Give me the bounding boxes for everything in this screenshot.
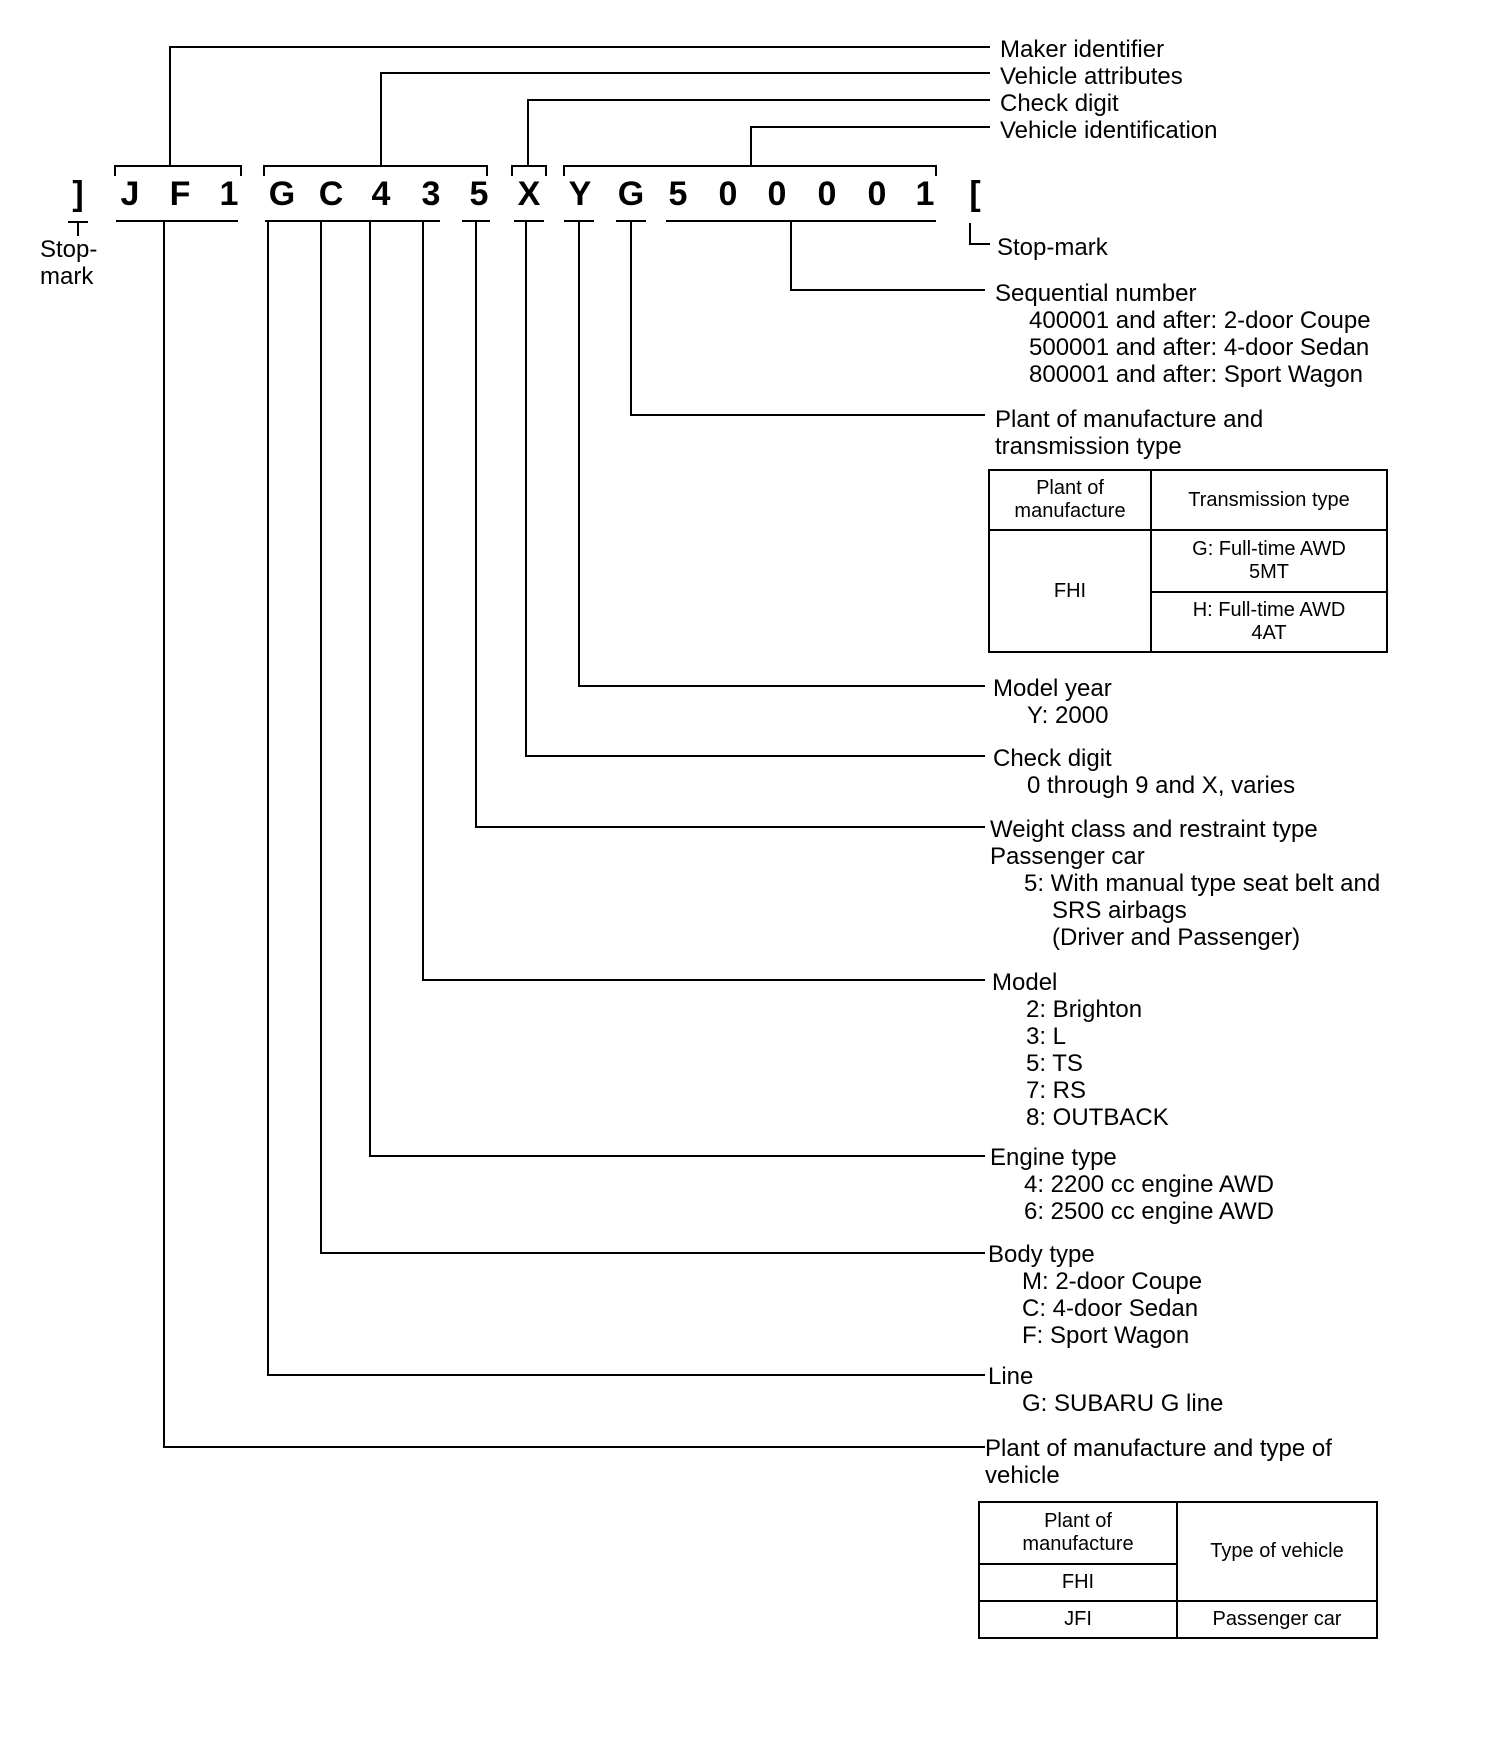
plant-trans-title bbox=[995, 406, 1263, 460]
th-plant-of-manufacture bbox=[979, 1502, 1177, 1564]
plant-vehicle-title bbox=[985, 1435, 1332, 1489]
vin-char: 1 bbox=[915, 175, 935, 213]
weight-title: Weight class and restraint type bbox=[990, 816, 1318, 843]
leader-sequential bbox=[791, 221, 985, 290]
label-vehicle-attributes: Vehicle attributes bbox=[1000, 63, 1183, 90]
vin-char: J bbox=[120, 175, 140, 213]
check-digit-title: Check digit bbox=[993, 745, 1112, 772]
engine-block bbox=[990, 1144, 1274, 1225]
sequential-item: 800001 and after: Sport Wagon bbox=[1029, 361, 1364, 388]
vin-char: C bbox=[318, 175, 344, 213]
label-maker-identifier: Maker identifier bbox=[1000, 36, 1165, 63]
check-digit-block bbox=[993, 745, 1295, 799]
engine-item: 4: 2200 cc engine AWD bbox=[1024, 1171, 1274, 1198]
model-item: 5: TS bbox=[1026, 1050, 1083, 1077]
weight-block bbox=[990, 816, 1380, 951]
vin-char: 0 bbox=[718, 175, 738, 213]
leader-plant-vehicle bbox=[164, 221, 985, 1447]
cell-text: 4AT bbox=[1251, 622, 1287, 644]
transmission-table bbox=[988, 469, 1388, 653]
leader-vehicle-id bbox=[751, 127, 990, 166]
leader-weight bbox=[476, 221, 985, 827]
label-check-digit-top: Check digit bbox=[1000, 90, 1119, 117]
th-text: Plant of bbox=[1044, 1510, 1112, 1532]
vin-char-stop-left: ] bbox=[72, 175, 84, 213]
cell-text: H: Full-time AWD bbox=[1192, 599, 1346, 621]
th-transmission-type: Transmission type bbox=[1151, 470, 1387, 530]
stop-mark-left-tee bbox=[68, 222, 88, 236]
stop-mark-left-label-2: mark bbox=[40, 263, 94, 290]
vin-char: 0 bbox=[817, 175, 837, 213]
th-text: manufacture bbox=[1022, 1533, 1134, 1555]
vin-char: 4 bbox=[371, 175, 391, 213]
cell-text: G: Full-time AWD bbox=[1192, 538, 1346, 560]
leader-attributes bbox=[381, 73, 990, 166]
vin-char: 0 bbox=[867, 175, 887, 213]
plant-vehicle-title-line: vehicle bbox=[985, 1462, 1060, 1489]
line-item: G: SUBARU G line bbox=[1022, 1390, 1224, 1417]
leader-plant-trans bbox=[631, 221, 985, 415]
engine-item: 6: 2500 cc engine AWD bbox=[1024, 1198, 1274, 1225]
leader-engine bbox=[370, 221, 985, 1156]
engine-title: Engine type bbox=[990, 1144, 1117, 1171]
body-title: Body type bbox=[988, 1241, 1095, 1268]
leader-body bbox=[321, 221, 985, 1253]
leader-maker bbox=[170, 47, 990, 166]
stop-mark-left-label-1: Stop- bbox=[40, 236, 98, 263]
body-item: C: 4-door Sedan bbox=[1022, 1295, 1199, 1322]
vin-char: G bbox=[617, 175, 645, 213]
model-item: 8: OUTBACK bbox=[1026, 1104, 1169, 1131]
leader-model bbox=[423, 221, 985, 980]
vin-char: 3 bbox=[421, 175, 441, 213]
line-block bbox=[988, 1363, 1223, 1417]
stop-mark-right-corner bbox=[970, 223, 990, 244]
th-plant-of-manufacture bbox=[989, 470, 1151, 530]
plant-trans-title-line: Plant of manufacture and bbox=[995, 406, 1264, 433]
leader-line bbox=[268, 221, 985, 1375]
vin-char-stop-right: [ bbox=[969, 175, 981, 213]
model-item: 2: Brighton bbox=[1026, 996, 1143, 1023]
cell-text: 5MT bbox=[1249, 561, 1289, 583]
sequential-title: Sequential number bbox=[995, 280, 1197, 307]
weight-item: (Driver and Passenger) bbox=[1052, 924, 1301, 951]
model-title: Model bbox=[992, 969, 1058, 996]
th-type-of-vehicle: Type of vehicle bbox=[1177, 1502, 1377, 1601]
cell-transmission-h bbox=[1151, 592, 1387, 652]
line-title: Line bbox=[988, 1363, 1034, 1390]
model-block bbox=[992, 969, 1169, 1131]
stop-mark-right-label: Stop-mark bbox=[997, 234, 1108, 261]
vehicle-type-table bbox=[978, 1501, 1378, 1639]
th-text: manufacture bbox=[1014, 500, 1126, 522]
sequential-item: 400001 and after: 2-door Coupe bbox=[1029, 307, 1371, 334]
body-item: F: Sport Wagon bbox=[1022, 1322, 1190, 1349]
label-vehicle-identification: Vehicle identification bbox=[1000, 117, 1218, 144]
vin-char: F bbox=[169, 175, 191, 213]
leader-check-digit bbox=[526, 221, 985, 756]
weight-subtitle: Passenger car bbox=[990, 843, 1145, 870]
model-year-block bbox=[993, 675, 1112, 729]
vin-char: G bbox=[268, 175, 296, 213]
cell-plant-fhi: FHI bbox=[979, 1564, 1177, 1601]
sequential-block bbox=[995, 280, 1371, 388]
model-item: 7: RS bbox=[1026, 1077, 1087, 1104]
plant-vehicle-title-line: Plant of manufacture and type of bbox=[985, 1435, 1332, 1462]
body-block bbox=[988, 1241, 1202, 1349]
cell-plant-jfi: JFI bbox=[979, 1601, 1177, 1638]
vin-char: Y bbox=[568, 175, 592, 213]
sequential-item: 500001 and after: 4-door Sedan bbox=[1029, 334, 1370, 361]
cell-transmission-g bbox=[1151, 530, 1387, 592]
th-text: Plant of bbox=[1036, 477, 1104, 499]
model-year-item: Y: 2000 bbox=[1027, 702, 1109, 729]
vin-char: 0 bbox=[767, 175, 787, 213]
plant-trans-title-line: transmission type bbox=[995, 433, 1182, 460]
vin-char: 5 bbox=[668, 175, 688, 213]
check-digit-item: 0 through 9 and X, varies bbox=[1027, 772, 1296, 799]
vin-char: 1 bbox=[219, 175, 239, 213]
vin-char: X bbox=[517, 175, 541, 213]
leader-check-top bbox=[528, 100, 990, 166]
cell-passenger-car: Passenger car bbox=[1177, 1601, 1377, 1638]
body-item: M: 2-door Coupe bbox=[1022, 1268, 1203, 1295]
cell-plant-fhi: FHI bbox=[989, 530, 1151, 652]
weight-item: 5: With manual type seat belt and bbox=[1024, 870, 1381, 897]
model-year-title: Model year bbox=[993, 675, 1112, 702]
weight-item: SRS airbags bbox=[1052, 897, 1187, 924]
model-item: 3: L bbox=[1026, 1023, 1067, 1050]
vin-char: 5 bbox=[469, 175, 489, 213]
